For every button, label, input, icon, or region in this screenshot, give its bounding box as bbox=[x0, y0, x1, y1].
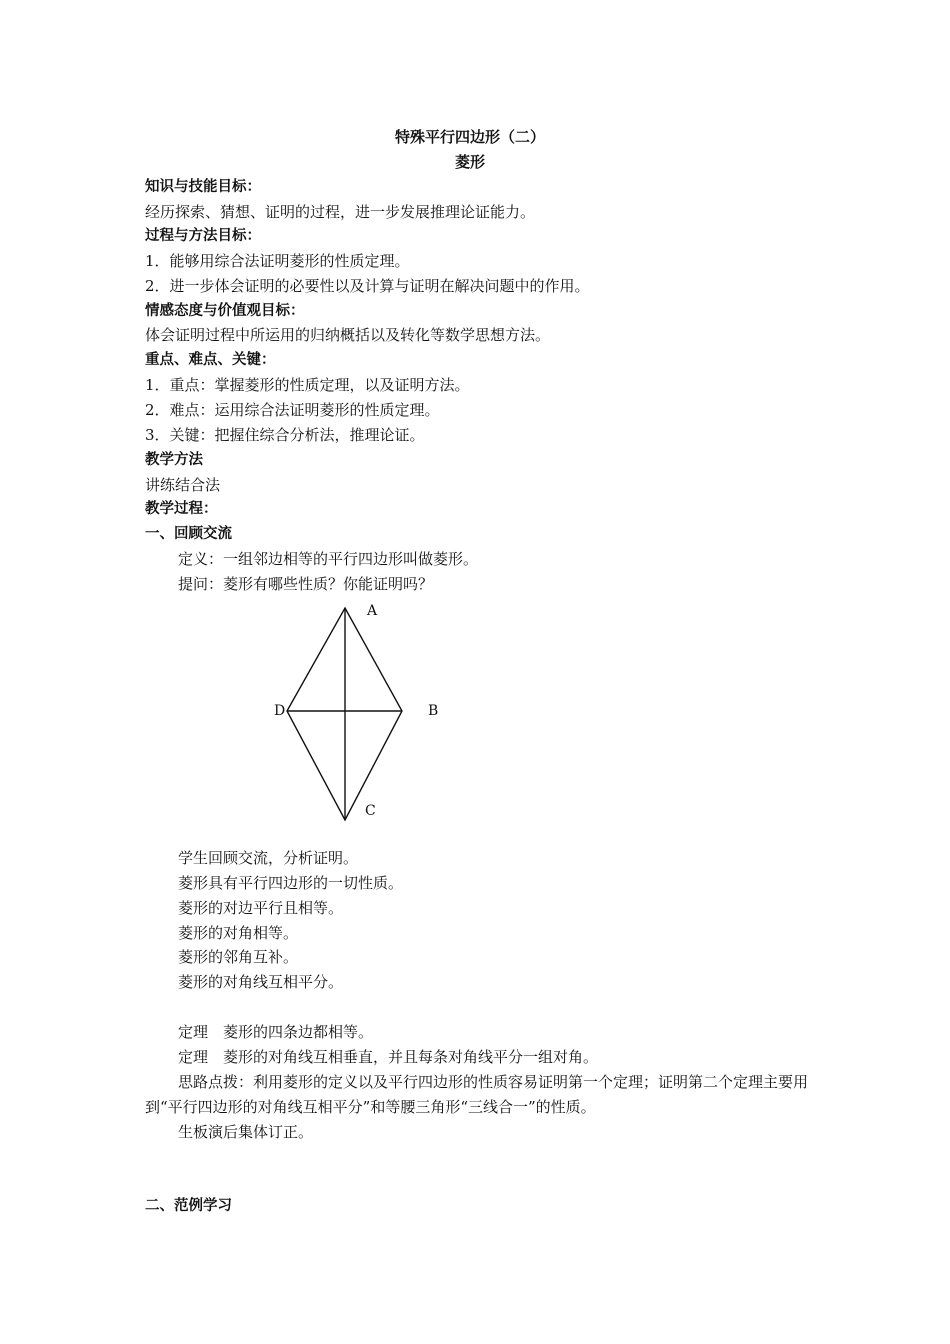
process-item-2: 2．进一步体会证明的必要性以及计算与证明在解决问题中的作用。 bbox=[145, 277, 590, 295]
definition-text: 定义：一组邻边相等的平行四边形叫做菱形。 bbox=[178, 550, 479, 568]
rhombus-figure bbox=[265, 598, 450, 830]
review-line-5: 菱形的邻角互补。 bbox=[178, 948, 299, 966]
knowledge-text: 经历探索、猜想、证明的过程，进一步发展推理论证能力。 bbox=[145, 203, 536, 221]
theorem-1: 定理 菱形的四条边都相等。 bbox=[178, 1023, 374, 1041]
section1-heading: 一、回顾交流 bbox=[145, 526, 232, 542]
vertex-label-a: A bbox=[367, 603, 378, 619]
review-line-4: 菱形的对角相等。 bbox=[178, 924, 299, 942]
vertex-label-b: B bbox=[428, 703, 439, 719]
key-item-1: 1．重点：掌握菱形的性质定理，以及证明方法。 bbox=[145, 376, 470, 394]
vertex-label-c: C bbox=[365, 803, 376, 819]
review-line-2: 菱形具有平行四边形的一切性质。 bbox=[178, 874, 404, 892]
knowledge-heading: 知识与技能目标： bbox=[145, 179, 261, 195]
process-heading: 过程与方法目标： bbox=[145, 228, 261, 244]
review-line-1: 学生回顾交流，分析证明。 bbox=[178, 849, 359, 867]
section2-heading: 二、范例学习 bbox=[145, 1198, 232, 1214]
key-heading: 重点、难点、关键： bbox=[145, 352, 276, 368]
theorem-2: 定理 菱形的对角线互相垂直，并且每条对角线平分一组对角。 bbox=[178, 1048, 599, 1066]
procedure-heading: 教学过程： bbox=[145, 501, 218, 517]
document-subtitle: 菱形 bbox=[454, 153, 485, 171]
key-item-3: 3．关键：把握住综合分析法，推理论证。 bbox=[145, 426, 425, 444]
document-title: 特殊平行四边形（二） bbox=[394, 128, 545, 146]
key-item-2: 2．难点：运用综合法证明菱形的性质定理。 bbox=[145, 401, 440, 419]
review-line-3: 菱形的对边平行且相等。 bbox=[178, 899, 344, 917]
vertex-label-d: D bbox=[274, 703, 286, 719]
emotion-text: 体会证明过程中所运用的归纳概括以及转化等数学思想方法。 bbox=[145, 326, 551, 344]
board-text: 生板演后集体订正。 bbox=[178, 1123, 314, 1141]
hint-paragraph: 思路点拨：利用菱形的定义以及平行四边形的性质容易证明第一个定理；证明第二个定理主要用到“平行四边形的对角线互相平分”和等腰三角形“三线合一”的性质。 bbox=[145, 1073, 809, 1116]
process-item-1: 1．能够用综合法证明菱形的性质定理。 bbox=[145, 252, 410, 270]
question-text: 提问：菱形有哪些性质？你能证明吗？ bbox=[178, 575, 434, 593]
method-heading: 教学方法 bbox=[145, 452, 203, 468]
method-text: 讲练结合法 bbox=[145, 476, 221, 494]
review-line-6: 菱形的对角线互相平分。 bbox=[178, 973, 344, 991]
emotion-heading: 情感态度与价值观目标： bbox=[145, 303, 305, 319]
